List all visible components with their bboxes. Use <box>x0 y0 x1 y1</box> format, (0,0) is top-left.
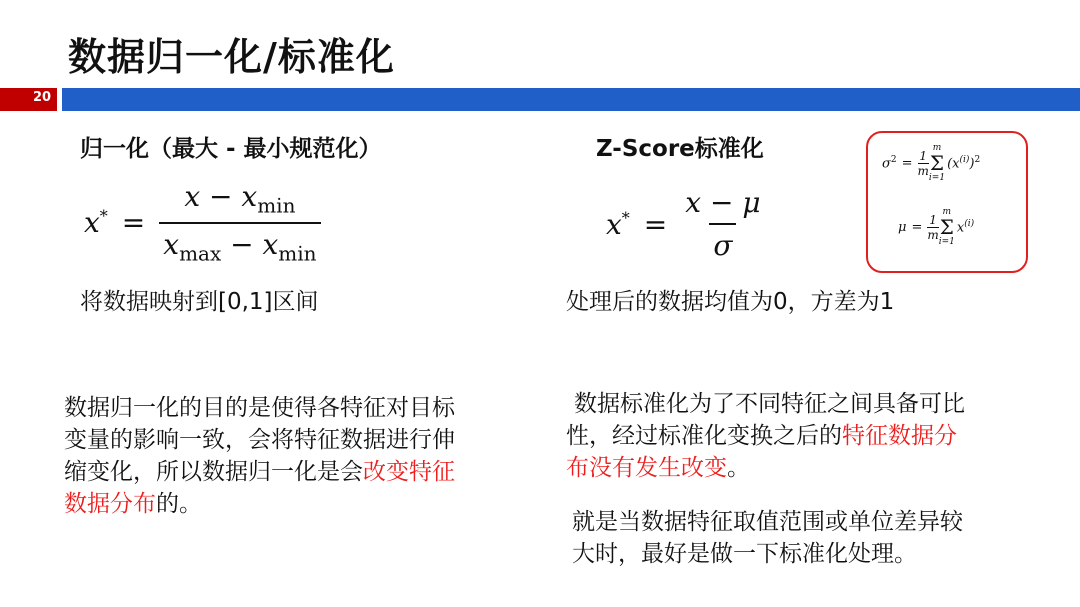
slide-title: 数据归一化/标准化 <box>68 35 395 79</box>
title-divider-bar <box>62 88 1080 111</box>
zscore-recommendation: 就是当数据特征取值范围或单位差异较大时，最好是做一下标准化处理。 <box>572 509 963 567</box>
page-number: 20 <box>33 90 52 105</box>
zscore-explanation <box>566 388 978 484</box>
normalization-explanation-highlight: 改变特征数据分布 <box>64 459 455 517</box>
zscore-explanation-text: 数据标准化为了不同特征之间具备可比性，经过标准化变换之后的 <box>566 391 965 449</box>
normalization-formula: x* = $\frac{x - x_{min}}{x_{max} - x_{min}}$ <box>84 180 321 265</box>
statistics-formula-box <box>866 131 1028 273</box>
zscore-heading: Z-Score标准化 <box>596 136 764 162</box>
mean-formula: μ = $\frac{1}{m}$ m Σ i=1 $x^{(i)}$ <box>898 207 975 247</box>
normalization-heading: 归一化（最大 - 最小规范化） <box>80 136 382 162</box>
formula-lhs: x* <box>606 207 630 241</box>
normalization-explanation-text: 数据归一化的目的是使得各特征对目标变量的影响一致，会将特征数据进行伸缩变化，所以数据归一化是会 <box>64 395 455 485</box>
zscore-result-text: 处理后的数据均值为0，方差为1 <box>566 289 895 315</box>
formula-lhs: x* <box>84 206 108 240</box>
zscore-explanation-end: 。 <box>727 455 750 481</box>
zscore-explanation-highlight: 特征数据分布没有发生改变 <box>566 423 957 481</box>
normalization-range-text: 将数据映射到[0,1]区间 <box>80 289 319 315</box>
variance-formula: $\sigma^2$ = $\frac{1}{m}$ m Σ i=1 $(x^{(i)})^2$ <box>882 143 981 183</box>
normalization-explanation <box>64 392 476 520</box>
normalization-explanation-end: 的。 <box>156 491 202 517</box>
zscore-formula: x* = $\frac{x - \mu}{\sigma}$ <box>606 186 761 262</box>
